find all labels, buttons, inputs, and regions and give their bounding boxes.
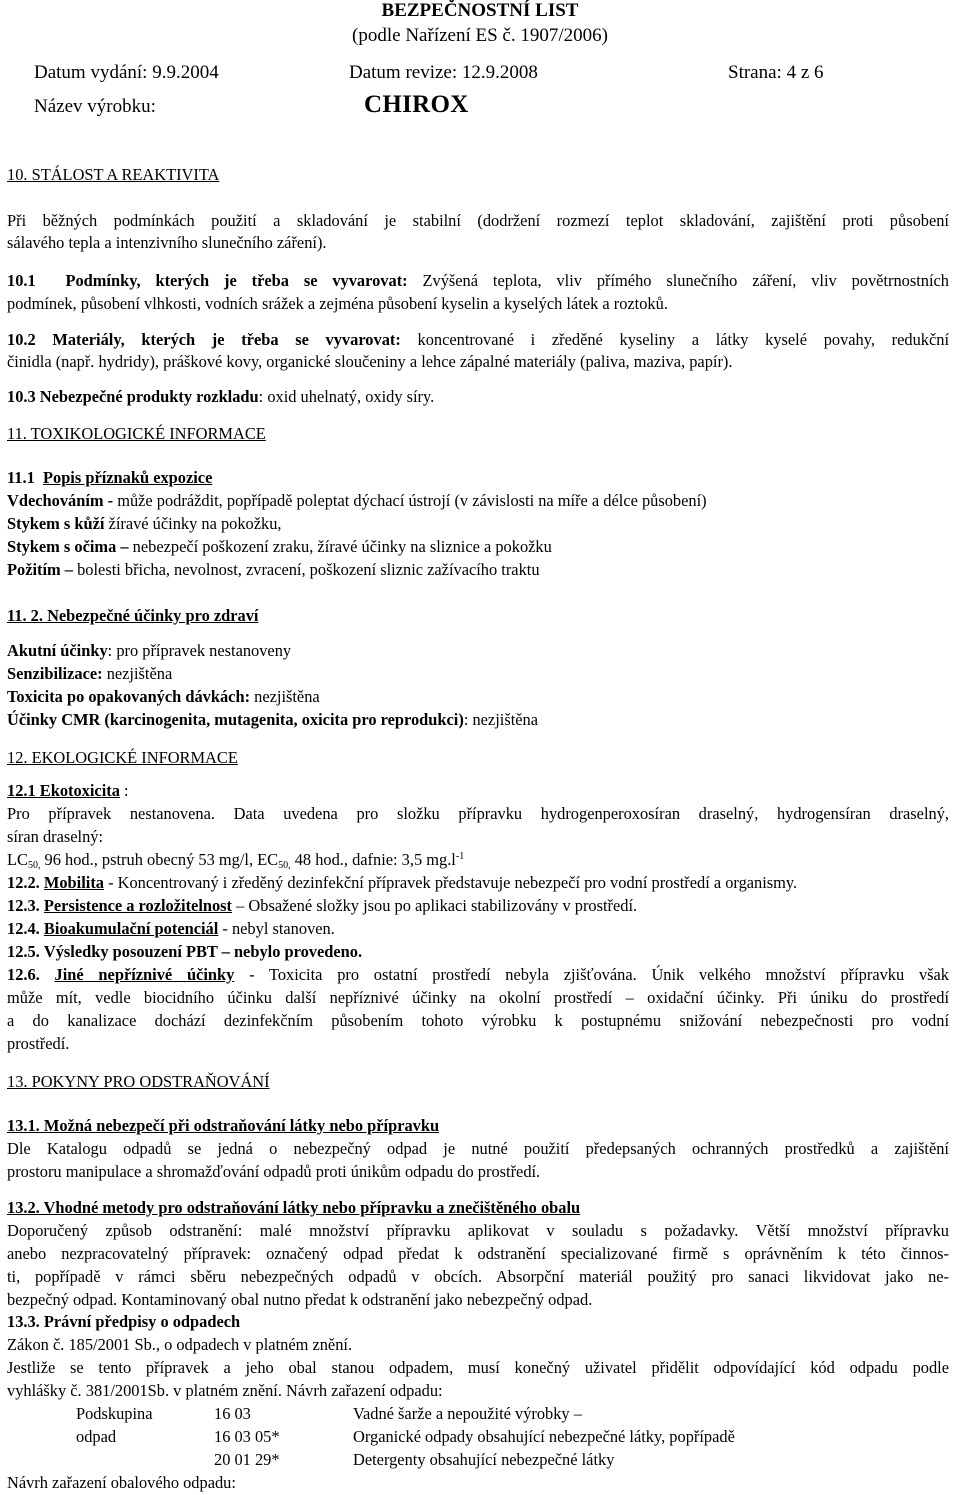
- s12-other-effects-line4: prostředí.: [7, 1034, 70, 1053]
- issue-date: Datum vydání: 9.9.2004: [34, 62, 219, 83]
- s13-3-line3: vyhlášky č. 381/2001Sb. v platném znění. Návrh zařazení odpadu:: [7, 1381, 443, 1400]
- s12-line1: Pro přípravek nestanovena. Data uvedena pro složku přípravku hydrogenperoxosíran draselný, hydrogensíran draselný,: [7, 804, 949, 823]
- s13-3-line1: Zákon č. 185/2001 Sb., o odpadech v platném znění.: [7, 1335, 353, 1354]
- table-cell-code: 20 01 29*: [214, 1450, 280, 1469]
- section-10-heading: 10. STÁLOST A REAKTIVITA: [7, 165, 220, 184]
- s10-2-line1: 10.2 Materiály, kterých je třeba se vyvarovat: koncentrované i zředěné kyseliny a látky kyselé povahy, redukční: [7, 330, 949, 349]
- s11-1-heading: 11.1 Popis příznaků expozice: [7, 468, 213, 487]
- table-cell-code: 16 03: [214, 1404, 251, 1423]
- document-subtitle: (podle Nařízení ES č. 1907/2006): [352, 25, 608, 46]
- s13-2-line3: ti, popřípadě v rámci sběru nebezpečných odpadů v obcích. Absorpční materiál použitý pro sanaci likvidovat jako ne-: [7, 1267, 949, 1286]
- s13-1-line1: Dle Katalogu odpadů se jedná o nebezpečný odpad je nutné použití předepsaných ochranných prostředků a zajištění: [7, 1139, 949, 1158]
- s12-lc-line: $LC_{50,}$ 96 hod., pstruh obecný 53 mg/l, $EC_{50,}$ 48 hod., dafnie: 3,5 $mg.l^{-1}$: [7, 850, 465, 871]
- section-11-heading: 11. TOXIKOLOGICKÉ INFORMACE: [7, 424, 266, 443]
- s13-2-line2: anebo nezpracovatelný přípravek: označený odpad předat k odstranění specializované firmě s oprávněním k této činnos-: [7, 1244, 949, 1263]
- s11-row-eyes: Stykem s očima – nebezpečí poškození zraku, žíravé účinky na sliznice a pokožku: [7, 537, 552, 556]
- table-cell-description: Organické odpady obsahující nebezpečné látky, popřípadě: [353, 1427, 735, 1446]
- s13-1-heading: 13.1. Možná nebezpečí při odstraňování látky nebo přípravku: [7, 1116, 440, 1135]
- s12-bioaccumulation: 12.4. Bioakumulační potenciál - nebyl stanoven.: [7, 919, 335, 938]
- s12-pbt: 12.5. Výsledky posouzení PBT – nebylo provedeno.: [7, 942, 363, 961]
- s11-row-skin: Stykem s kůží žíravé účinky na pokožku,: [7, 514, 282, 533]
- document-title: BEZPEČNOSTNÍ LIST: [381, 0, 579, 21]
- s10-1-line1: 10.1 Podmínky, kterých je třeba se vyvarovat: Zvýšená teplota, vliv přímého slunečního záření, vliv povětrnostních: [7, 271, 949, 290]
- s13-2-line4: bezpečný odpad. Kontaminovaný obal nutno předat k odstranění jako nebezpečný odpad.: [7, 1290, 593, 1309]
- s12-other-effects-line3: a do kanalizace dochází dezinfekčním působením tohoto výrobku k postupnému snižování nebezpečnosti pro vodní: [7, 1011, 949, 1030]
- page-number: Strana: 4 z 6: [728, 62, 824, 83]
- s11-row-inhalation: Vdechováním - může podráždit, popřípadě poleptat dýchací ústrojí (v závislosti na míře a délce působení): [7, 491, 707, 510]
- s12-1-heading: 12.1 Ekotoxicita :: [7, 781, 129, 800]
- table-cell-group: odpad: [76, 1427, 117, 1446]
- s11-repeated-toxicity: Toxicita po opakovaných dávkách: nezjištěna: [7, 687, 320, 706]
- s11-acute: Akutní účinky: pro přípravek nestanoveny: [7, 641, 292, 660]
- s13-3-heading: 13.3. Právní předpisy o odpadech: [7, 1312, 241, 1331]
- section-12-heading: 12. EKOLOGICKÉ INFORMACE: [7, 748, 238, 767]
- s12-other-effects-line2: může mít, vedle biocidního účinku další nepříznivé účinky na okolní prostředí – oxidační účinky. Při úniku do prostředí: [7, 988, 949, 1007]
- s13-packaging-footer: Návrh zařazení obalového odpadu:: [7, 1473, 236, 1492]
- s10-2-line2: činidla (např. hydridy), práškové kovy, organické sloučeniny a lehce zápalné materiály (paliva, maziva, papír).: [7, 352, 733, 371]
- s12-other-effects-line1: 12.6. Jiné nepříznivé účinky - Toxicita pro ostatní prostředí nebyla zjišťována. Únik velkého množství přípravku však: [7, 965, 949, 984]
- s10-3-line: 10.3 Nebezpečné produkty rozkladu: oxid uhelnatý, oxidy síry.: [7, 387, 435, 406]
- s11-2-heading: 11. 2. Nebezpečné účinky pro zdraví: [7, 606, 259, 625]
- s13-2-heading: 13.2. Vhodné metody pro odstraňování látky nebo přípravku a znečištěného obalu: [7, 1198, 581, 1217]
- section-13-heading: 13. POKYNY PRO ODSTRAŇOVÁNÍ: [7, 1072, 270, 1091]
- s10-intro-line2: sálavého tepla a intenzivního slunečního záření).: [7, 233, 327, 252]
- product-name: CHIROX: [364, 91, 469, 118]
- s12-line2: síran draselný:: [7, 827, 104, 846]
- s12-mobility: 12.2. Mobilita - Koncentrovaný i zředěný dezinfekční přípravek představuje nebezpečí pro vodní prostředí a organismy.: [7, 873, 798, 892]
- s10-intro-line1: Při běžných podmínkách použití a skladování je stabilní (dodržení rozmezí teplot skladování, zajištění proti působení: [7, 211, 949, 230]
- s13-3-line2: Jestliže se tento přípravek a jeho obal stanou odpadem, musí konečný uživatel přidělit odpovídající kód odpadu podle: [7, 1358, 949, 1377]
- s11-cmr: Účinky CMR (karcinogenita, mutagenita, oxicita pro reprodukci): nezjištěna: [7, 710, 538, 729]
- table-cell-group: Podskupina: [76, 1404, 153, 1423]
- table-cell-description: Vadné šarže a nepoužité výrobky –: [353, 1404, 582, 1423]
- s12-persistence: 12.3. Persistence a rozložitelnost – Obsažené složky jsou po aplikaci stabilizovány v prostředí.: [7, 896, 638, 915]
- s10-1-line2: podmínek, působení vlhkosti, vodních srážek a zejména působení kyselin a kyselých látek a roztoků.: [7, 294, 668, 313]
- s11-sensitization: Senzibilizace: nezjištěna: [7, 664, 173, 683]
- s13-1-line2: prostoru manipulace a shromažďování odpadů proti únikům odpadu do prostředí.: [7, 1162, 541, 1181]
- table-cell-code: 16 03 05*: [214, 1427, 280, 1446]
- table-cell-description: Detergenty obsahující nebezpečné látky: [353, 1450, 615, 1469]
- product-label: Název výrobku:: [34, 96, 156, 117]
- revision-date: Datum revize: 12.9.2008: [349, 62, 538, 83]
- s11-row-ingestion: Požitím – bolesti břicha, nevolnost, zvracení, poškození sliznic zažívacího traktu: [7, 560, 540, 579]
- s13-2-line1: Doporučený způsob odstranění: malé množství přípravku aplikovat v souladu s požadavky. Větší množství přípravku: [7, 1221, 949, 1240]
